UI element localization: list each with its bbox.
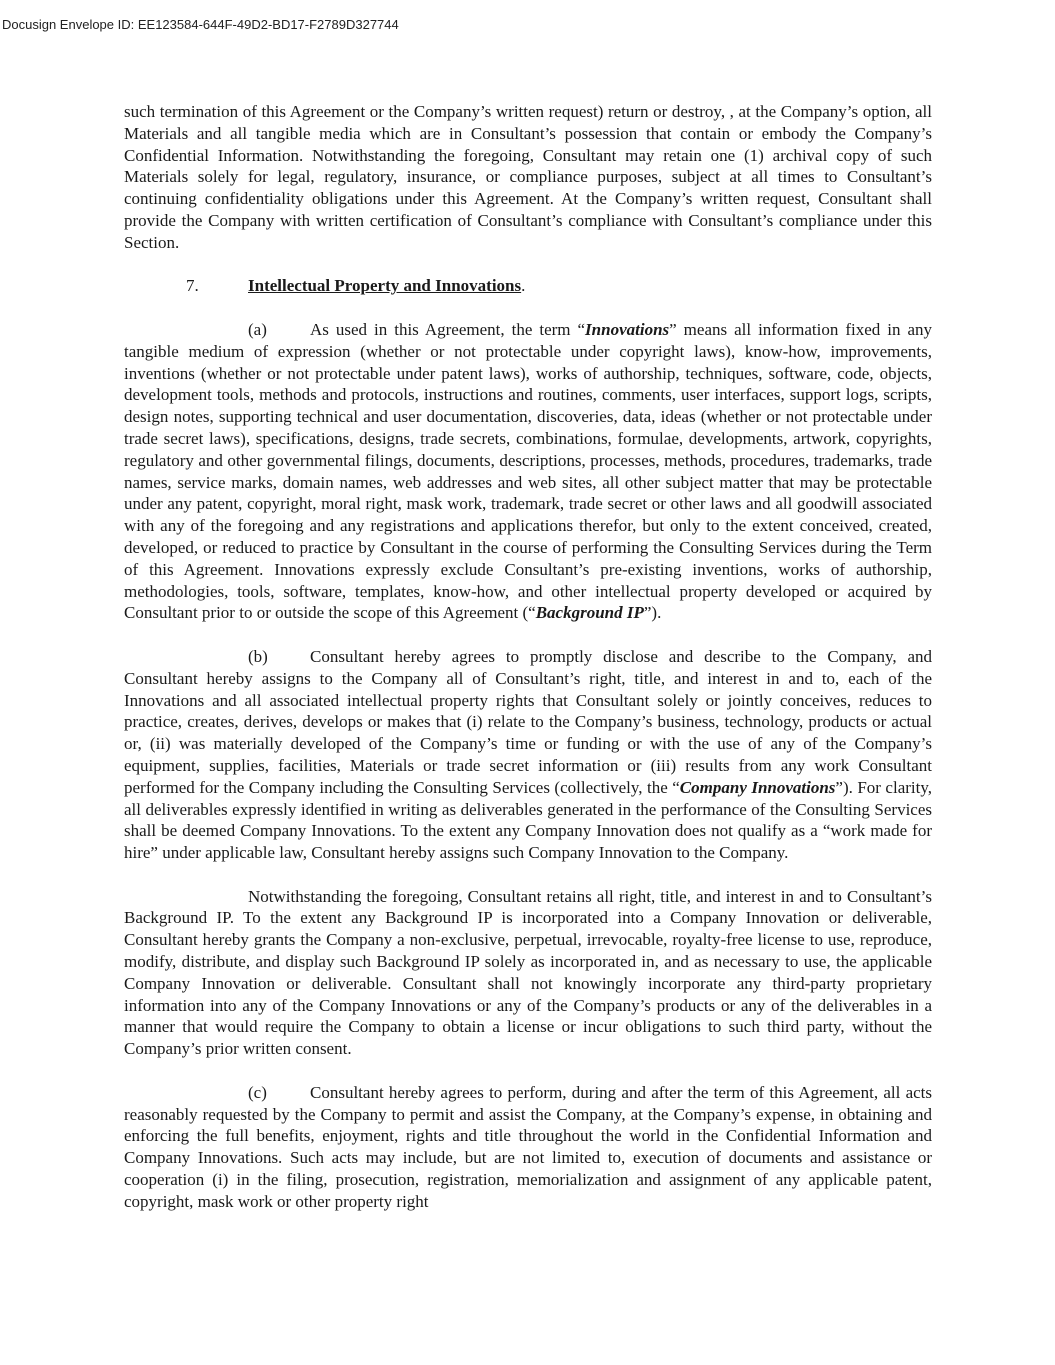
paragraph-b [124, 646, 932, 864]
paragraph-a-text-before: As used in this Agreement, the term “ [310, 319, 586, 339]
defined-term-innovations: Innovations [585, 319, 670, 339]
defined-term-company-innovations: Company Innovations [679, 777, 836, 797]
section-title-period: . [521, 276, 526, 296]
paragraph-c-text: Consultant hereby agrees to perform, during and after the term of this Agreement, all acts reasonably requested by the Company to permit and assist the Company, at the Company’s expense, in obtaining and enforcing the full benefits, enjoyment, rights and title throughout the world in the Confidential Information and Company Innovations. Such acts may include, but are not limited to, execution of documents and assistance or cooperation (i) in the filing, prosecution, registration, memorialization and assignment of any applicable patent, copyright, mask work or other property right [124, 1082, 932, 1211]
paragraph-b-text-before: Consultant hereby agrees to promptly disclose and describe to the Company, and Consultant hereby assigns to the Company all of Consultant’s right, title, and interest in and to, each of the Innovations and all associated intellectual property rights that Consultant solely or jointly conceives, reduces to practice, creates, derives, develops or makes that (i) relate to the Company’s business, technology, products or actual or, (ii) was materially developed of the Company’s time or funding or with the use of any of the Company’s equipment, supplies, facilities, Materials or trade secret information or (iii) results from any work Consultant performed for the Company including the Consulting Services (collectively, the “ [124, 646, 932, 797]
section-title: Intellectual Property and Innovations [248, 276, 522, 296]
paragraph-b-marker: (b) [248, 646, 268, 666]
paragraph-b-text-after: ”). For clarity, all deliverables expressly identified in writing as deliverables generated in the performance of the Consulting Services shall be deemed Company Innovations. To the extent any Company Innovation does not qualify as a “work made for hire” under applicable law, Consultant hereby assigns such Company Innovation to the Company. [124, 777, 932, 863]
paragraph-continued: such termination of this Agreement or the Company’s written request) return or destroy, , at the Company’s option, all Materials and all tangible media which are in Consultant’s possession that contain or embody the Company’s Confidential Information. Notwithstanding the foregoing, Consultant may retain one (1) archival copy of such Materials solely for legal, regulatory, insurance, or compliance purposes, subject at all times to Consultant’s continuing confidentiality obligations under this Agreement. At the Company’s written request, Consultant shall provide the Company with written certification of Consultant’s compliance with Consultant’s compliance under this Section. [124, 102, 932, 252]
paragraph-a [124, 319, 932, 624]
docusign-envelope-id: Docusign Envelope ID: EE123584-644F-49D2-BD17-F2789D327744 [2, 17, 399, 32]
paragraph-c [124, 1082, 932, 1213]
paragraph-a-text-middle: ” means all information fixed in any tangible medium of expression (whether or not protectable under copyright laws), know-how, improvements, inventions (whether or not protectable under patent laws), works of authorship, techniques, software, code, objects, development tools, methods and protocols, instructions and routines, comments, user interfaces, support logs, scripts, design notes, supporting technical and user documentation, discoveries, data, ideas (whether or not protectable under trade secret laws), specifications, designs, trade secrets, combinations, formulae, developments, artwork, copyrights, regulatory and other governmental filings, documents, descriptions, processes, methods, procedures, trademarks, trade names, service marks, domain names, web addresses and web sites, all other subject matter that may be protectable under any patent, copyright, moral right, mask work, trademark, trade secret or other laws and all goodwill associated with any of the foregoing and any registrations and applications therefor, but only to the extent conceived, created, developed, or reduced to practice by Consultant in the course of performing the Consulting Services during the Term of this Agreement. Innovations expressly exclude Consultant’s pre-existing inventions, works of authorship, methodologies, tools, software, templates, know-how, and other intellectual property developed or acquired by Consultant prior to or outside the scope of this Agreement (“ [124, 319, 932, 623]
paragraph-a-text-after: ”). [643, 603, 662, 623]
paragraph-c-marker: (c) [248, 1082, 267, 1102]
paragraph-a-marker: (a) [248, 319, 267, 339]
defined-term-background-ip: Background IP [535, 603, 644, 623]
document-page-body [124, 101, 932, 1234]
section-heading [124, 275, 932, 297]
section-number: 7. [186, 276, 199, 296]
paragraph-notwithstanding: Notwithstanding the foregoing, Consultant retains all right, title, and interest in and to Consultant’s Background IP. To the extent any Background IP is incorporated into a Company Innovation or deliverable, Consultant hereby grants the Company a non-exclusive, perpetual, irrevocable, royalty-free license to use, reproduce, modify, distribute, and display such Background IP solely as incorporated in, and as necessary to use, the applicable Company Innovation or deliverable. Consultant shall not knowingly incorporate any third-party proprietary information into any of the Company Innovations or any of the Company’s products or any of the deliverables in a manner that would require the Company to obtain a license or incur obligations to such third party, without the Company’s prior written consent. [124, 886, 932, 1059]
